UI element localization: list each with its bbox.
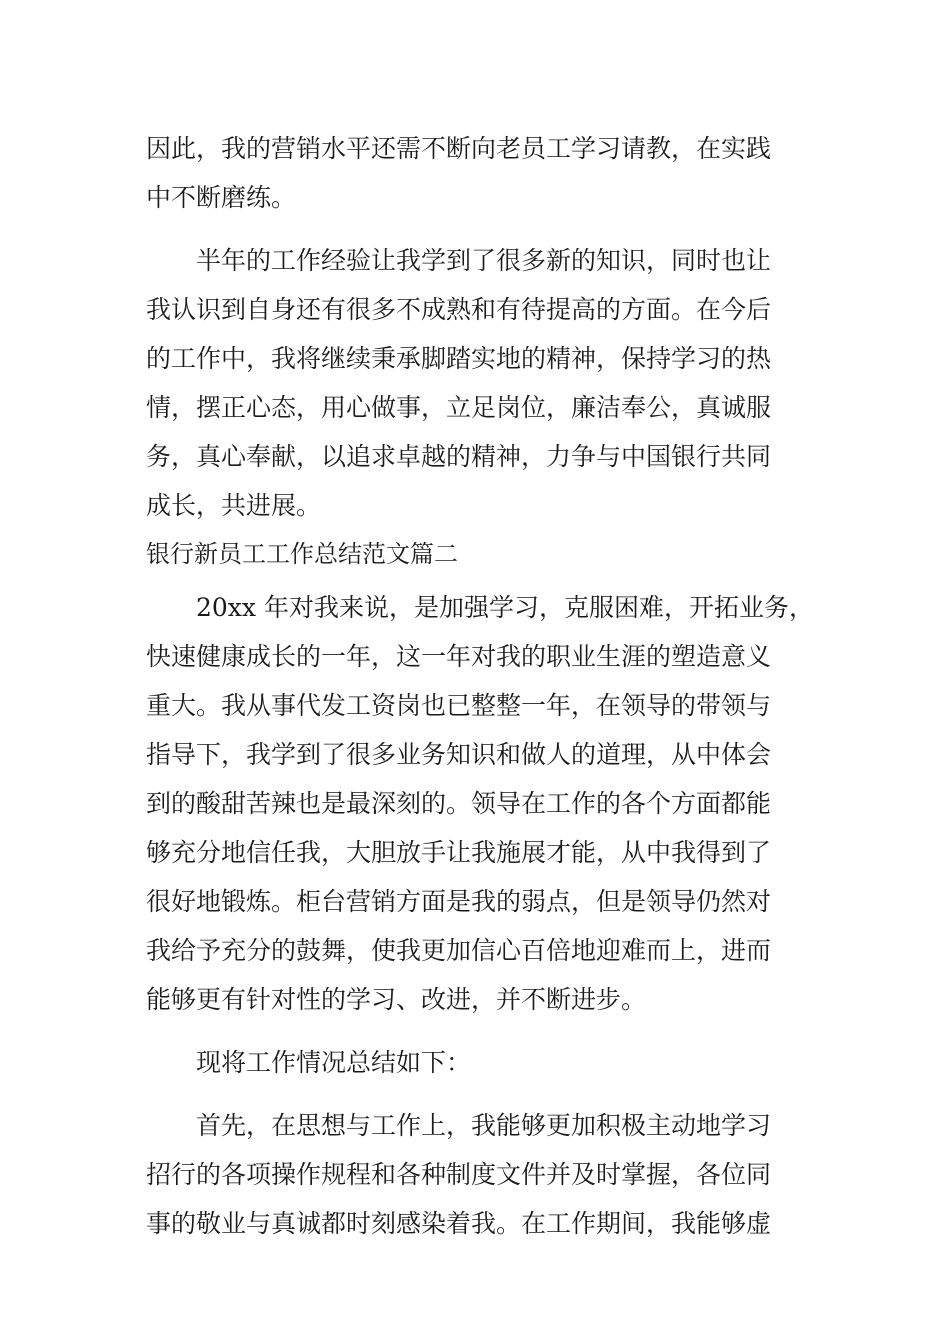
paragraph-line: 招行的各项操作规程和各种制度文件并及时掌握，各位同 [146, 1160, 772, 1189]
paragraph-line: 很好地锻炼。柜台营销方面是我的弱点，但是领导仍然对 [146, 887, 772, 916]
paragraph-line: 的工作中，我将继续秉承脚踏实地的精神，保持学习的热 [146, 344, 772, 373]
paragraph-line: 因此，我的营销水平还需不断向老员工学习请教，在实践 [146, 134, 772, 163]
paragraph-line: 20xx 年对我来说，是加强学习，克服困难，开拓业务， [196, 593, 814, 622]
paragraph-line: 能够更有针对性的学习、改进，并不断进步。 [146, 985, 647, 1014]
paragraph-line: 现将工作情况总结如下： [196, 1048, 472, 1077]
paragraph-line: 情，摆正心态，用心做事，立足岗位，廉洁奉公，真诚服 [146, 393, 772, 422]
paragraph-line: 快速健康成长的一年，这一年对我的职业生涯的塑造意义 [146, 642, 772, 671]
paragraph-line: 我认识到自身还有很多不成熟和有待提高的方面。在今后 [146, 295, 772, 324]
section-heading: 银行新员工工作总结范文篇二 [146, 540, 458, 568]
document-body [146, 124, 814, 1248]
paragraph-line: 中不断磨练。 [146, 183, 297, 212]
paragraph-line: 到的酸甜苦辣也是最深刻的。领导在工作的各个方面都能 [146, 789, 772, 818]
paragraph-line: 事的敬业与真诚都时刻感染着我。在工作期间，我能够虚 [146, 1209, 772, 1238]
paragraph-line: 我给予充分的鼓舞，使我更加信心百倍地迎难而上，进而 [146, 936, 772, 965]
paragraph-line: 指导下，我学到了很多业务知识和做人的道理，从中体会 [146, 740, 772, 769]
paragraph-line: 成长，共进展。 [146, 491, 322, 520]
paragraph-line: 半年的工作经验让我学到了很多新的知识，同时也让 [196, 246, 772, 275]
paragraph-line: 首先，在思想与工作上，我能够更加积极主动地学习 [196, 1111, 772, 1140]
paragraph-line: 重大。我从事代发工资岗也已整整一年，在领导的带领与 [146, 691, 772, 720]
paragraph-line: 务，真心奉献，以追求卓越的精神，力争与中国银行共同 [146, 442, 772, 471]
paragraph-line: 够充分地信任我，大胆放手让我施展才能，从中我得到了 [146, 838, 772, 867]
